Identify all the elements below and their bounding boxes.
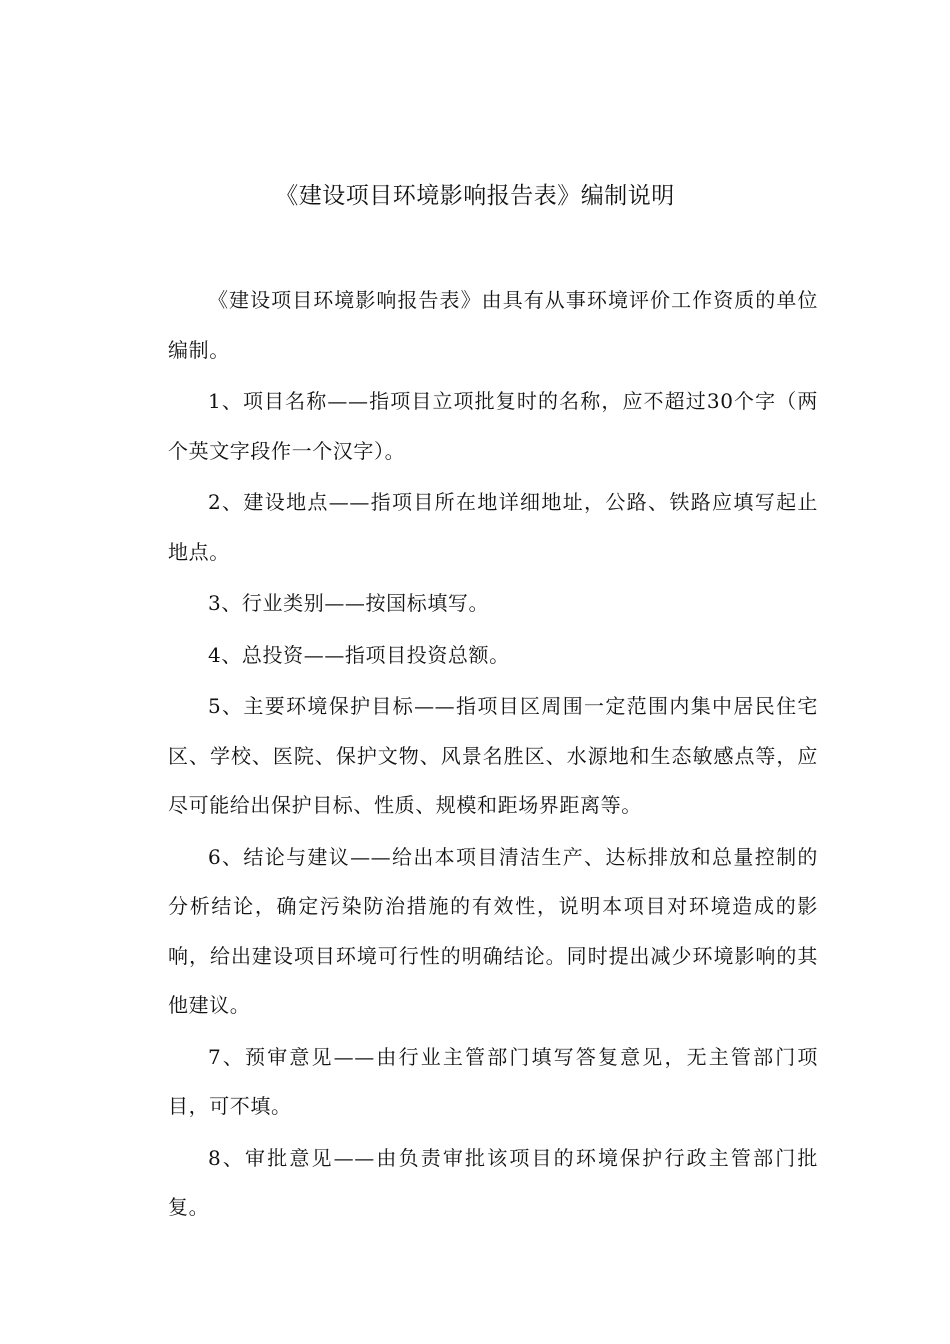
item-project-name: 1、项目名称——指项目立项批复时的名称，应不超过30个字（两个英文字段作一个汉字）。 bbox=[168, 389, 818, 463]
item-construction-site: 2、建设地点——指项目所在地详细地址，公路、铁路应填写起止地点。 bbox=[168, 490, 818, 564]
item-approval-opinion: 8、审批意见——由负责审批该项目的环境保护行政主管部门批复。 bbox=[168, 1145, 818, 1219]
intro-paragraph: 《建设项目环境影响报告表》由具有从事环境评价工作资质的单位编制。 bbox=[168, 288, 818, 362]
item-preliminary-review: 7、预审意见——由行业主管部门填写答复意见，无主管部门项目，可不填。 bbox=[168, 1044, 818, 1118]
item-protection-targets: 5、主要环境保护目标——指项目区周围一定范围内集中居民住宅区、学校、医院、保护文物、风景名胜区、水源地和生态敏感点等，应尽可能给出保护目标、性质、规模和距场界距离等。 bbox=[168, 694, 818, 817]
document-title: 《建设项目环境影响报告表》编制说明 bbox=[275, 183, 675, 209]
item-conclusions: 6、结论与建议——给出本项目清洁生产、达标排放和总量控制的分析结论，确定污染防治措施的有效性，说明本项目对环境造成的影响，给出建设项目环境可行性的明确结论。同时提出减少环境影响的其他建议。 bbox=[168, 844, 818, 1017]
document-body bbox=[168, 276, 818, 1235]
item-industry-category: 3、行业类别——按国标填写。 bbox=[208, 591, 490, 615]
item-total-investment: 4、总投资——指项目投资总额。 bbox=[208, 642, 510, 667]
